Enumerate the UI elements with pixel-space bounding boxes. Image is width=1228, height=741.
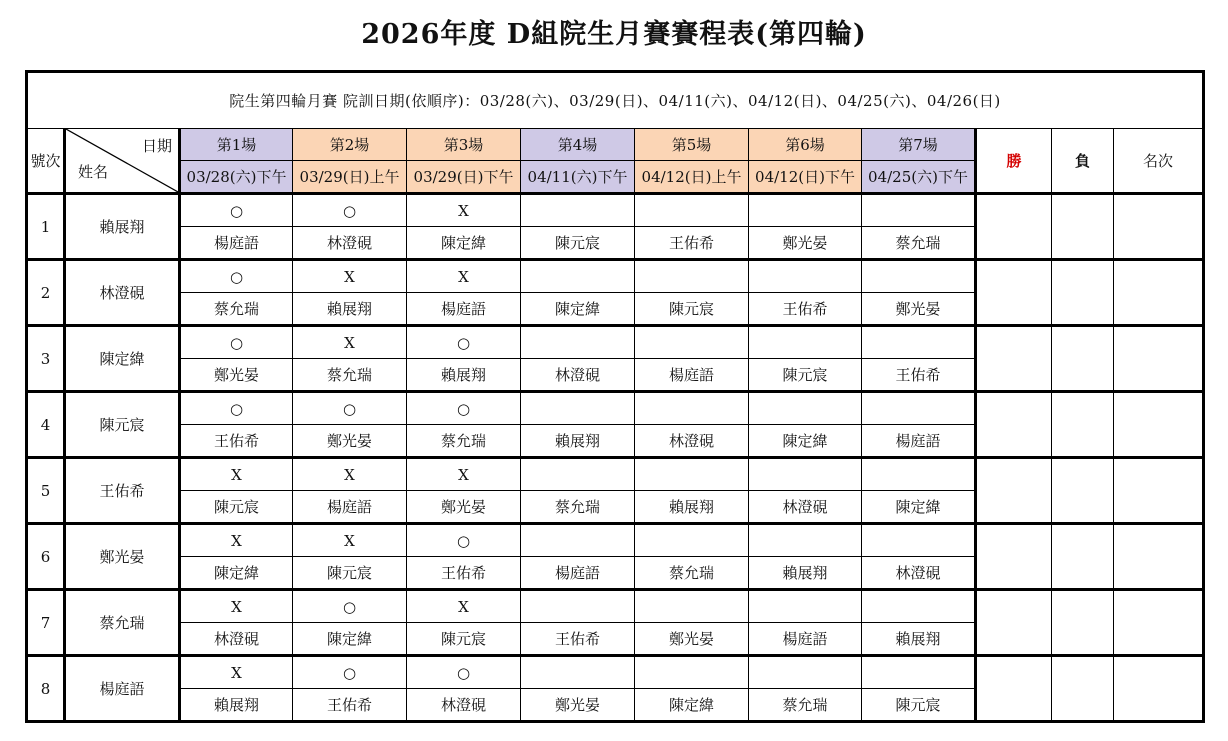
win-count-cell: [976, 656, 1052, 722]
rank-cell: [1114, 392, 1204, 458]
round-date-2: 03/29(日)上午: [293, 161, 407, 194]
opponent-cell: 蔡允瑞: [749, 689, 862, 722]
rank-header: 名次: [1114, 129, 1204, 194]
round-label-3: 第3場: [407, 129, 521, 161]
opponent-cell: 鄭光晏: [407, 491, 521, 524]
result-cell: ○: [293, 392, 407, 425]
opponent-cell: 楊庭語: [407, 293, 521, 326]
result-cell: [862, 524, 976, 557]
result-cell: ○: [293, 656, 407, 689]
round-label-5: 第5場: [635, 129, 749, 161]
round-date-6: 04/12(日)下午: [749, 161, 862, 194]
opponent-cell: 陳定緯: [407, 227, 521, 260]
player-row: [27, 392, 1204, 425]
result-cell: X: [293, 524, 407, 557]
rank-cell: [1114, 524, 1204, 590]
opponent-cell: 陳定緯: [749, 425, 862, 458]
round-date-1: 03/28(六)下午: [180, 161, 293, 194]
round-date-7: 04/25(六)下午: [862, 161, 976, 194]
opponent-cell: 陳元宸: [749, 359, 862, 392]
result-cell: ○: [180, 260, 293, 293]
player-row: [27, 260, 1204, 293]
player-number: 5: [27, 458, 65, 524]
opponent-cell: 楊庭語: [521, 557, 635, 590]
result-cell: [521, 194, 635, 227]
player-name: 陳元宸: [65, 392, 180, 458]
rank-cell: [1114, 590, 1204, 656]
opponent-cell: 陳定緯: [521, 293, 635, 326]
opponent-cell: 陳元宸: [862, 689, 976, 722]
opponent-cell: 陳定緯: [862, 491, 976, 524]
win-count-cell: [976, 524, 1052, 590]
round-date-4: 04/11(六)下午: [521, 161, 635, 194]
win-header: 勝: [976, 129, 1052, 194]
win-count-cell: [976, 392, 1052, 458]
opponent-cell: 陳定緯: [180, 557, 293, 590]
opponent-cell: 鄭光晏: [293, 425, 407, 458]
opponent-cell: 林澄硯: [293, 227, 407, 260]
opponent-cell: 王佑希: [521, 623, 635, 656]
opponent-cell: 蔡允瑞: [293, 359, 407, 392]
opponent-cell: 鄭光晏: [180, 359, 293, 392]
result-cell: [862, 392, 976, 425]
player-number: 7: [27, 590, 65, 656]
opponent-cell: 鄭光晏: [635, 623, 749, 656]
result-cell: ○: [293, 590, 407, 623]
player-number: 8: [27, 656, 65, 722]
result-cell: [635, 458, 749, 491]
page-title: 2026年度 D組院生月賽賽程表(第四輪): [361, 19, 867, 50]
loss-header: 負: [1052, 129, 1114, 194]
rank-cell: [1114, 656, 1204, 722]
result-cell: [749, 524, 862, 557]
opponent-cell: 蔡允瑞: [521, 491, 635, 524]
result-cell: X: [293, 260, 407, 293]
win-count-cell: [976, 326, 1052, 392]
opponent-cell: 楊庭語: [749, 623, 862, 656]
result-cell: [635, 260, 749, 293]
result-cell: ○: [180, 194, 293, 227]
opponent-cell: 林澄硯: [635, 425, 749, 458]
opponent-cell: 王佑希: [862, 359, 976, 392]
result-cell: X: [293, 326, 407, 359]
opponent-cell: 陳元宸: [407, 623, 521, 656]
loss-count-cell: [1052, 326, 1114, 392]
player-name: 陳定緯: [65, 326, 180, 392]
opponent-cell: 陳元宸: [180, 491, 293, 524]
opponent-cell: 林澄硯: [862, 557, 976, 590]
player-name: 楊庭語: [65, 656, 180, 722]
opponent-cell: 林澄硯: [407, 689, 521, 722]
opponent-cell: 鄭光晏: [862, 293, 976, 326]
result-cell: ○: [407, 392, 521, 425]
opponent-cell: 賴展翔: [180, 689, 293, 722]
result-cell: [749, 392, 862, 425]
win-count-cell: [976, 458, 1052, 524]
result-cell: [521, 524, 635, 557]
player-row: [27, 194, 1204, 227]
result-cell: [635, 194, 749, 227]
opponent-cell: 王佑希: [293, 689, 407, 722]
player-number: 3: [27, 326, 65, 392]
result-cell: X: [293, 458, 407, 491]
player-name: 鄭光晏: [65, 524, 180, 590]
rank-cell: [1114, 326, 1204, 392]
result-cell: X: [407, 260, 521, 293]
player-row: [27, 326, 1204, 359]
opponent-cell: 陳定緯: [293, 623, 407, 656]
player-name: 林澄硯: [65, 260, 180, 326]
result-cell: [862, 194, 976, 227]
result-cell: [635, 326, 749, 359]
result-cell: [521, 260, 635, 293]
win-count-cell: [976, 590, 1052, 656]
opponent-cell: 楊庭語: [862, 425, 976, 458]
opponent-cell: 陳定緯: [635, 689, 749, 722]
loss-count-cell: [1052, 590, 1114, 656]
result-cell: X: [407, 458, 521, 491]
opponent-cell: 陳元宸: [635, 293, 749, 326]
round-label-2: 第2場: [293, 129, 407, 161]
win-count-cell: [976, 194, 1052, 260]
result-cell: [749, 260, 862, 293]
win-count-cell: [976, 260, 1052, 326]
round-label-7: 第7場: [862, 129, 976, 161]
rank-cell: [1114, 194, 1204, 260]
schedule-table: [25, 70, 1205, 723]
opponent-cell: 楊庭語: [180, 227, 293, 260]
player-row: [27, 656, 1204, 689]
player-number: 2: [27, 260, 65, 326]
loss-count-cell: [1052, 524, 1114, 590]
result-cell: [521, 458, 635, 491]
round-date-3: 03/29(日)下午: [407, 161, 521, 194]
opponent-cell: 賴展翔: [521, 425, 635, 458]
opponent-cell: 林澄硯: [749, 491, 862, 524]
loss-count-cell: [1052, 656, 1114, 722]
player-number: 1: [27, 194, 65, 260]
player-name: 蔡允瑞: [65, 590, 180, 656]
rank-cell: [1114, 458, 1204, 524]
result-cell: [521, 326, 635, 359]
result-cell: [749, 590, 862, 623]
result-cell: ○: [293, 194, 407, 227]
loss-count-cell: [1052, 458, 1114, 524]
col-number-header: 號次: [27, 129, 65, 194]
opponent-cell: 賴展翔: [293, 293, 407, 326]
player-name: 賴展翔: [65, 194, 180, 260]
result-cell: X: [180, 458, 293, 491]
result-cell: [749, 326, 862, 359]
opponent-cell: 陳元宸: [521, 227, 635, 260]
result-cell: X: [180, 590, 293, 623]
result-cell: [635, 590, 749, 623]
result-cell: ○: [407, 656, 521, 689]
opponent-cell: 蔡允瑞: [635, 557, 749, 590]
opponent-cell: 賴展翔: [749, 557, 862, 590]
opponent-cell: 王佑希: [407, 557, 521, 590]
corner-name-label: 姓名: [78, 163, 109, 181]
result-cell: [749, 194, 862, 227]
result-cell: ○: [180, 392, 293, 425]
opponent-cell: 王佑希: [180, 425, 293, 458]
result-cell: ○: [180, 326, 293, 359]
corner-date-label: 日期: [141, 137, 172, 155]
opponent-cell: 蔡允瑞: [180, 293, 293, 326]
opponent-cell: 蔡允瑞: [407, 425, 521, 458]
player-row: [27, 524, 1204, 557]
opponent-cell: 賴展翔: [862, 623, 976, 656]
result-cell: [635, 656, 749, 689]
result-cell: [862, 458, 976, 491]
loss-count-cell: [1052, 392, 1114, 458]
result-cell: X: [180, 656, 293, 689]
opponent-cell: 賴展翔: [635, 491, 749, 524]
round-label-4: 第4場: [521, 129, 635, 161]
opponent-cell: 楊庭語: [635, 359, 749, 392]
result-cell: [862, 590, 976, 623]
opponent-cell: 蔡允瑞: [862, 227, 976, 260]
result-cell: [635, 392, 749, 425]
result-cell: [862, 326, 976, 359]
round-label-1: 第1場: [180, 129, 293, 161]
opponent-cell: 賴展翔: [407, 359, 521, 392]
result-cell: [521, 590, 635, 623]
player-number: 4: [27, 392, 65, 458]
opponent-cell: 陳元宸: [293, 557, 407, 590]
result-cell: X: [407, 590, 521, 623]
opponent-cell: 王佑希: [749, 293, 862, 326]
opponent-cell: 林澄硯: [521, 359, 635, 392]
header-note: 院生第四輪月賽 院訓日期(依順序)：03/28(六)、03/29(日)、04/11(六)、04/12(日)、04/25(六)、04/26(日): [27, 72, 1204, 129]
result-cell: [862, 260, 976, 293]
opponent-cell: 王佑希: [635, 227, 749, 260]
opponent-cell: 鄭光晏: [521, 689, 635, 722]
loss-count-cell: [1052, 260, 1114, 326]
result-cell: [635, 524, 749, 557]
date-name-corner: [65, 129, 180, 194]
player-row: [27, 590, 1204, 623]
result-cell: X: [180, 524, 293, 557]
result-cell: [862, 656, 976, 689]
result-cell: [521, 656, 635, 689]
loss-count-cell: [1052, 194, 1114, 260]
round-label-6: 第6場: [749, 129, 862, 161]
player-name: 王佑希: [65, 458, 180, 524]
result-cell: X: [407, 194, 521, 227]
player-row: [27, 458, 1204, 491]
result-cell: [521, 392, 635, 425]
result-cell: [749, 458, 862, 491]
result-cell: ○: [407, 326, 521, 359]
opponent-cell: 林澄硯: [180, 623, 293, 656]
rank-cell: [1114, 260, 1204, 326]
opponent-cell: 楊庭語: [293, 491, 407, 524]
result-cell: ○: [407, 524, 521, 557]
opponent-cell: 鄭光晏: [749, 227, 862, 260]
round-date-5: 04/12(日)上午: [635, 161, 749, 194]
player-number: 6: [27, 524, 65, 590]
result-cell: [749, 656, 862, 689]
